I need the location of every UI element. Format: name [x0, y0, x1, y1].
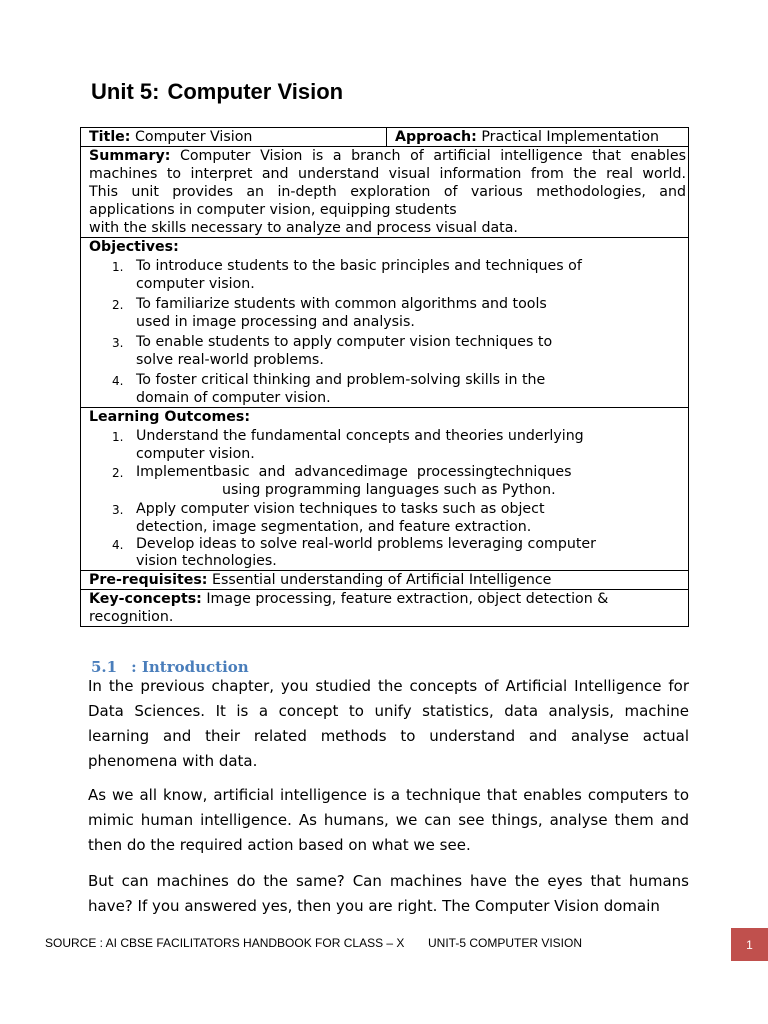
title-row	[81, 128, 689, 147]
key-concepts-value: Image processing, feature extraction, object detection &	[206, 591, 609, 607]
list-text: used in image processing and analysis.	[136, 314, 415, 330]
list-item	[89, 500, 688, 536]
summary-line: This unit provides an in-depth exploration of various methodologies, and	[89, 184, 686, 200]
title-label: Title:	[89, 129, 131, 145]
list-text: detection, image segmentation, and feature extraction.	[136, 519, 532, 535]
key-concepts-value: recognition.	[89, 609, 174, 625]
outcomes-cell	[81, 408, 689, 571]
title-cell	[81, 128, 387, 147]
title-value: Computer Vision	[135, 129, 253, 145]
outcomes-label: Learning Outcomes:	[89, 409, 251, 425]
paragraph: But can machines do the same? Can machines have the eyes that humans have? If you answered yes, then you are right. The Computer Vision domain	[88, 872, 689, 915]
approach-label: Approach:	[395, 129, 477, 145]
list-text: computer vision.	[136, 446, 255, 462]
summary-line: with the skills necessary to analyze and process visual data.	[89, 220, 518, 236]
list-number: 1.	[112, 430, 124, 444]
list-item	[89, 536, 688, 570]
summary-line: machines to interpret and understand visual information from the real world.	[89, 166, 686, 182]
list-number: 4.	[112, 374, 124, 388]
list-number: 1.	[112, 260, 124, 274]
outcomes-row	[81, 408, 689, 571]
list-text: Implementbasic and advancedimage processingtechniques	[136, 464, 572, 480]
objectives-list	[89, 257, 688, 407]
list-text: domain of computer vision.	[136, 390, 331, 406]
list-item	[89, 427, 688, 463]
summary-cell	[81, 147, 689, 238]
list-number: 2.	[112, 466, 124, 480]
approach-cell	[387, 128, 689, 147]
list-number: 2.	[112, 298, 124, 312]
list-text: vision technologies.	[136, 553, 277, 569]
list-text: solve real-world problems.	[136, 352, 324, 368]
list-text: To familiarize students with common algorithms and tools	[136, 296, 547, 312]
list-item	[89, 257, 688, 293]
list-text: To enable students to apply computer vision techniques to	[136, 334, 553, 350]
unit-name: Computer Vision	[167, 79, 344, 104]
list-item	[89, 333, 688, 369]
paragraph: In the previous chapter, you studied the concepts of Artificial Intelligence for Data Sciences. It is a concept to unify statistics, data analysis, machine learning and their related methods to understand and analyse actual phenomena with data.	[88, 677, 689, 770]
page-number-badge: 1	[731, 928, 768, 961]
section-number: 5.1	[91, 658, 118, 676]
list-number: 4.	[112, 538, 124, 552]
summary-row	[81, 147, 689, 238]
footer-source: SOURCE : AI CBSE FACILITATORS HANDBOOK FOR CLASS – X	[45, 936, 405, 950]
objectives-row	[81, 238, 689, 408]
objectives-cell	[81, 238, 689, 408]
list-number: 3.	[112, 503, 124, 517]
list-text: Apply computer vision techniques to tasks such as object	[136, 501, 545, 517]
footer-unit: UNIT-5 COMPUTER VISION	[428, 936, 583, 950]
footer	[45, 935, 583, 951]
section-title: : Introduction	[131, 658, 249, 676]
summary-line: Computer Vision is a branch of artificial intelligence that enables	[179, 148, 686, 164]
approach-value: Practical Implementation	[481, 129, 660, 145]
summary-line: applications in computer vision, equipping students	[89, 202, 457, 218]
key-concepts-label: Key-concepts:	[89, 591, 202, 607]
list-text: computer vision.	[136, 276, 255, 292]
summary-label: Summary:	[89, 148, 171, 164]
unit-overview-table	[80, 127, 689, 627]
prereq-cell	[81, 571, 689, 590]
outcomes-list	[89, 427, 688, 570]
prereq-label: Pre-requisites:	[89, 572, 208, 588]
list-text: To introduce students to the basic principles and techniques of	[136, 258, 582, 274]
prereq-row	[81, 571, 689, 590]
unit-title	[91, 78, 343, 106]
unit-number: Unit 5:	[91, 79, 160, 104]
list-text: To foster critical thinking and problem-solving skills in the	[136, 372, 546, 388]
key-concepts-row	[81, 590, 689, 627]
key-concepts-cell	[81, 590, 689, 627]
list-number: 3.	[112, 336, 124, 350]
list-text: Understand the fundamental concepts and theories underlying	[136, 428, 584, 444]
list-item	[89, 463, 688, 499]
prereq-value: Essential understanding of Artificial Intelligence	[212, 572, 552, 588]
objectives-label: Objectives:	[89, 239, 179, 255]
list-item	[89, 295, 688, 331]
paragraph: As we all know, artificial intelligence is a technique that enables computers to mimic human intelligence. As humans, we can see things, analyse them and then do the required action based on what we see.	[88, 786, 689, 854]
list-item	[89, 371, 688, 407]
list-text: Develop ideas to solve real-world problems leveraging computer	[136, 536, 596, 552]
list-text: using programming languages such as Python.	[222, 482, 556, 498]
